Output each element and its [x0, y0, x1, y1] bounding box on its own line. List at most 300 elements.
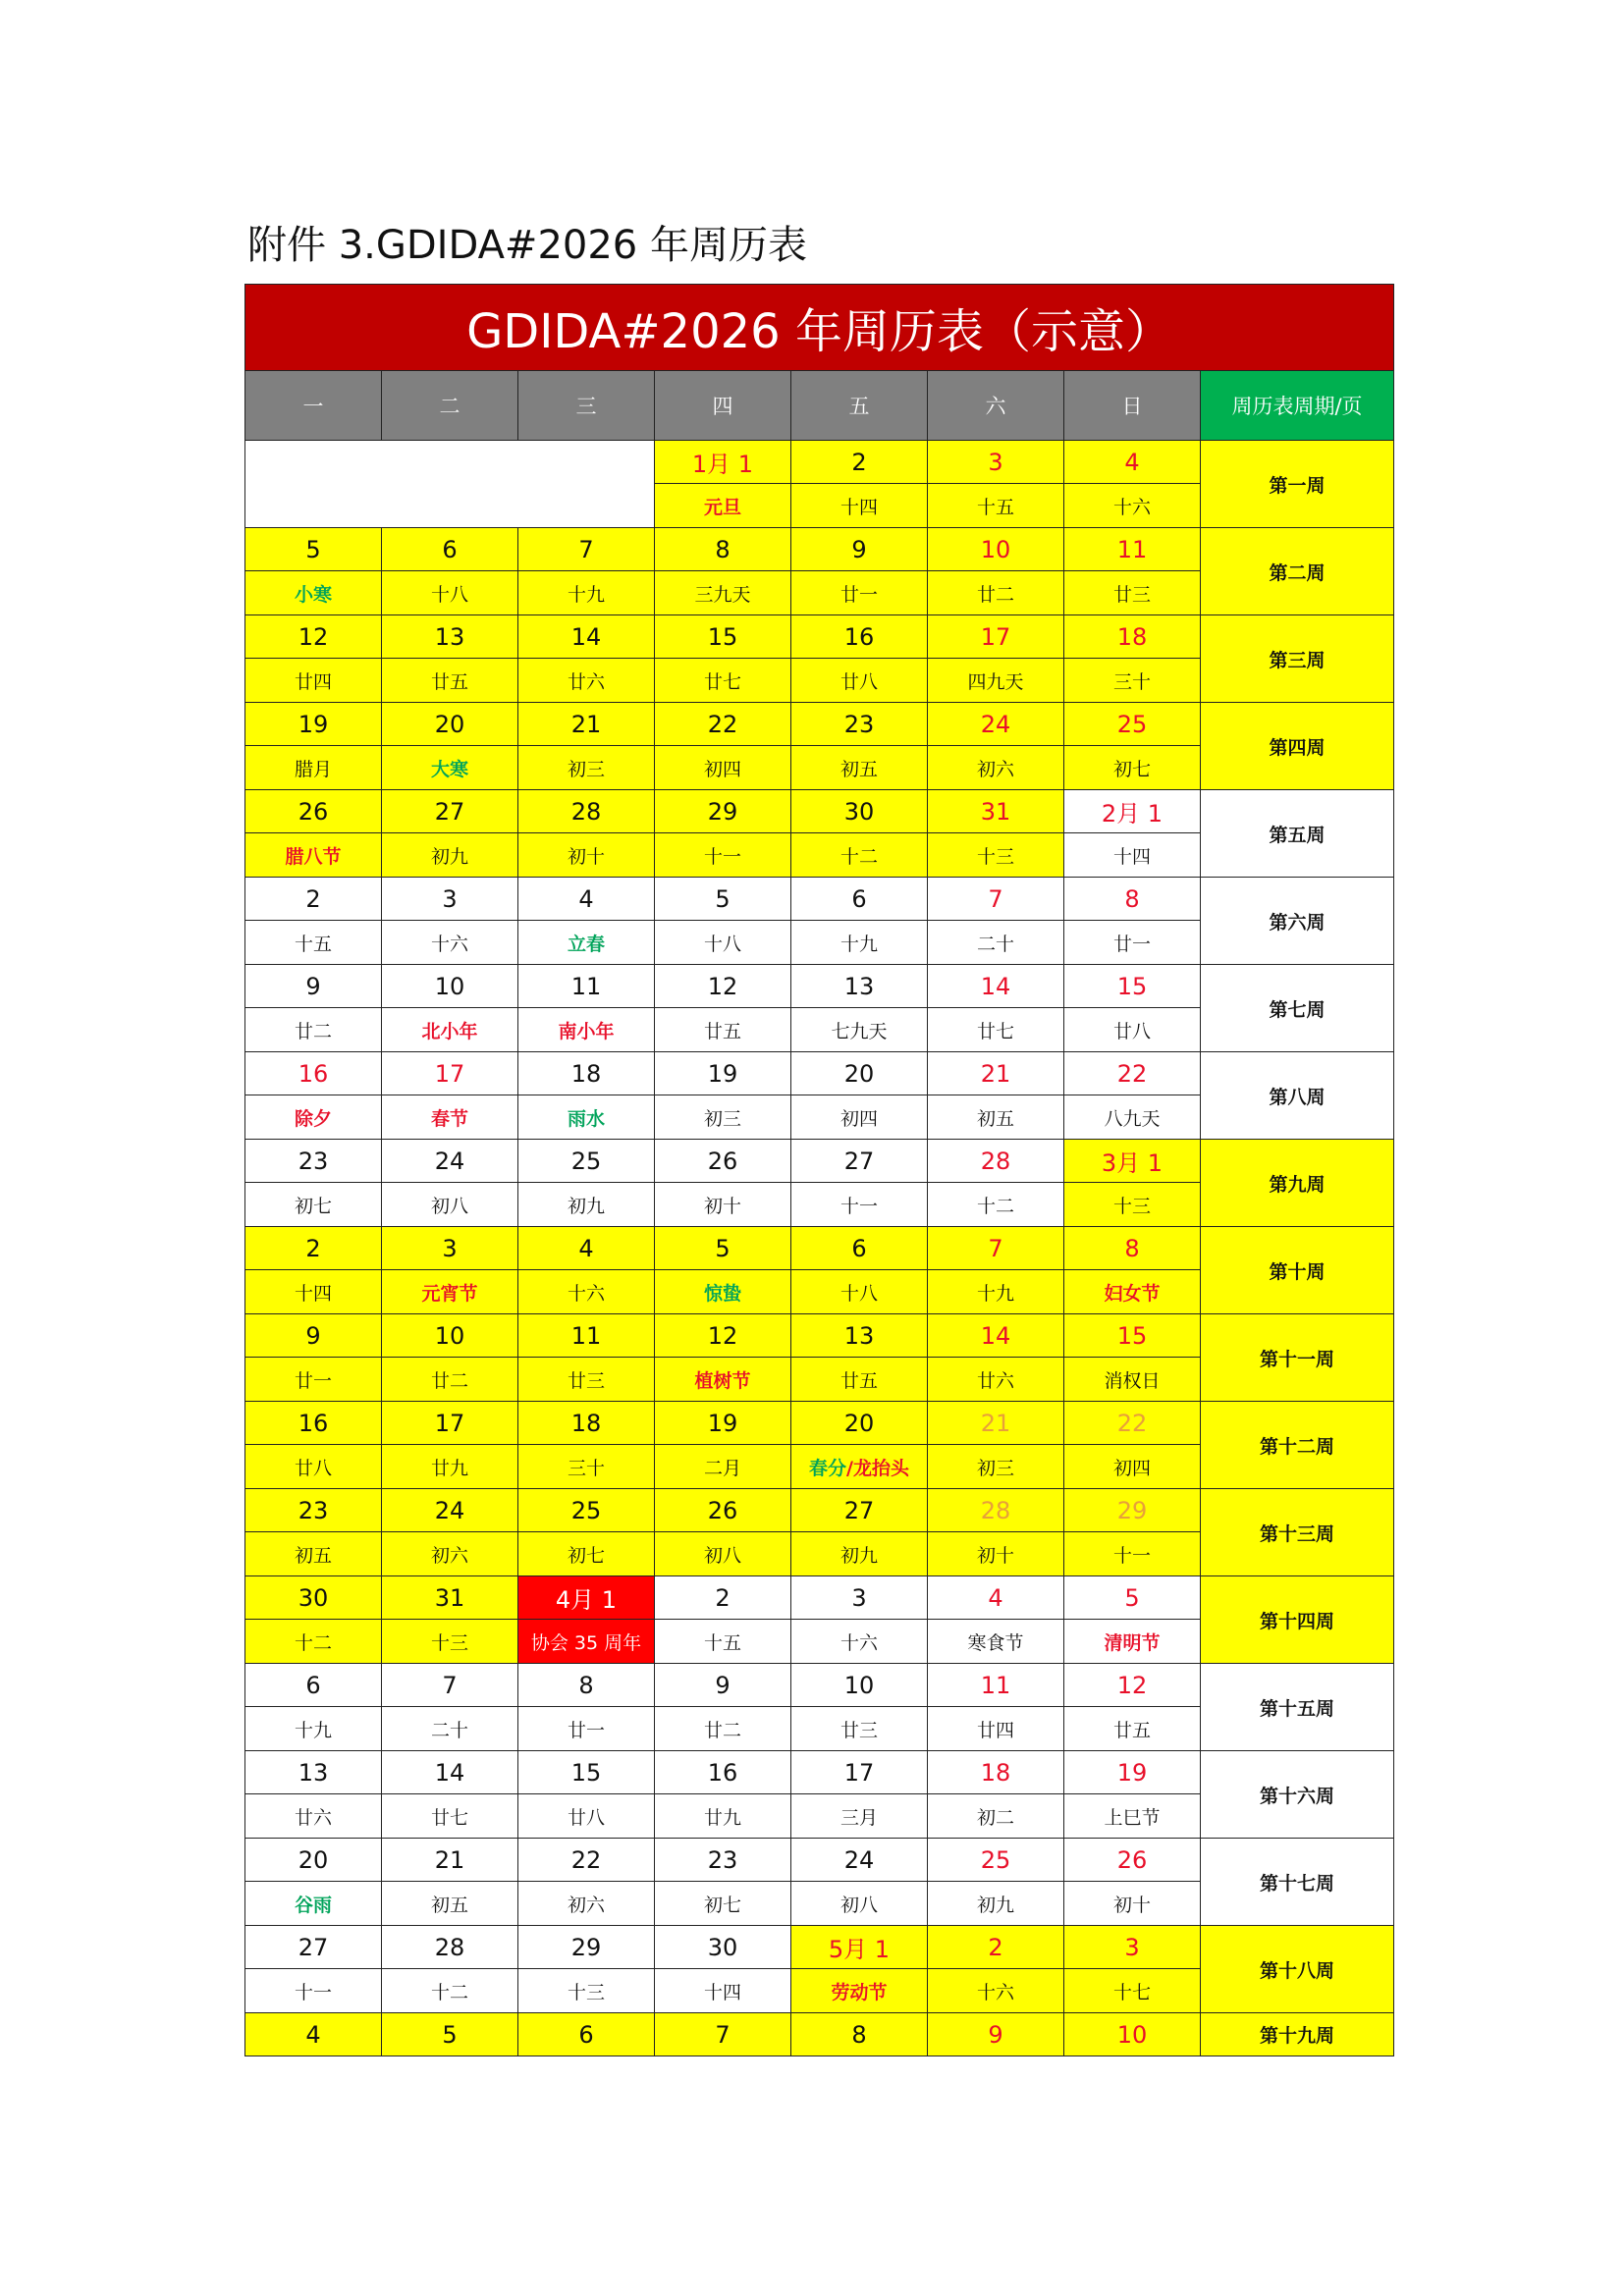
day-number: 31 [434, 1583, 465, 1612]
festival-label: 春分/龙抬头 [809, 1457, 909, 1479]
weekly-calendar-table [244, 284, 1394, 2056]
day-number: 16 [298, 1059, 329, 1088]
day-number: 7 [988, 1234, 1003, 1262]
festival-label: 妇女节 [1104, 1282, 1161, 1305]
week-label: 第十四周 [1260, 1610, 1335, 1632]
day-number: 4 [1124, 448, 1140, 476]
day-number-cell [382, 1751, 518, 1794]
lunar-date: 廿一 [294, 1369, 332, 1392]
festival-label: 南小年 [558, 1020, 615, 1042]
lunar-date-cell [791, 1794, 928, 1839]
lunar-date-cell [928, 1445, 1064, 1489]
lunar-date-cell [1064, 1358, 1201, 1402]
day-number: 15 [1116, 1321, 1148, 1350]
lunar-date-cell [791, 1358, 928, 1402]
day-number-cell [382, 1402, 518, 1445]
day-number-cell [518, 965, 655, 1008]
festival-label: 雨水 [567, 1107, 605, 1130]
day-number: 23 [298, 1496, 329, 1524]
day-number: 29 [570, 1933, 602, 1961]
day-number: 4 [578, 1234, 594, 1262]
day-number-cell [928, 1402, 1064, 1445]
lunar-date-cell [655, 1008, 791, 1052]
lunar-date: 廿二 [430, 1369, 468, 1392]
day-number: 5 [715, 884, 731, 913]
lunar-date-cell [518, 1794, 655, 1839]
day-number-cell [655, 1402, 791, 1445]
day-number-cell [1064, 1839, 1201, 1882]
lunar-date: 廿二 [294, 1020, 332, 1042]
day-number-cell [518, 1664, 655, 1707]
day-number-cell [245, 1314, 382, 1358]
lunar-date-cell [791, 1445, 928, 1489]
day-number: 25 [570, 1147, 602, 1175]
day-number-cell [518, 2013, 655, 2056]
week-label-cell [1201, 2013, 1394, 2056]
day-number: 27 [843, 1147, 875, 1175]
day-number: 14 [570, 622, 602, 651]
day-number-cell [518, 1576, 655, 1620]
day-number-cell [791, 615, 928, 659]
week-label-cell [1201, 615, 1394, 703]
day-number-cell [382, 528, 518, 571]
day-number-cell [245, 1489, 382, 1532]
day-number: 4 [578, 884, 594, 913]
day-number-cell [655, 1664, 791, 1707]
lunar-date: 十七 [1112, 1981, 1151, 2003]
lunar-date: 初五 [294, 1544, 332, 1567]
day-number-cell [245, 2013, 382, 2056]
day-number-cell [928, 1227, 1064, 1270]
week-label: 第十八周 [1260, 1959, 1335, 1982]
lunar-date-cell [382, 1183, 518, 1227]
day-number: 15 [1116, 972, 1148, 1000]
lunar-date: 初九 [567, 1195, 605, 1217]
day-number: 24 [843, 1845, 875, 1874]
day-number: 3 [1124, 1933, 1140, 1961]
day-number: 27 [843, 1496, 875, 1524]
day-number-cell [245, 1751, 382, 1794]
day-number: 14 [980, 972, 1011, 1000]
day-number: 23 [707, 1845, 738, 1874]
week-label-cell [1201, 528, 1394, 615]
lunar-date-cell [518, 746, 655, 790]
lunar-date: 初六 [430, 1544, 468, 1567]
day-number-cell [928, 1751, 1064, 1794]
day-number: 1月 1 [691, 451, 754, 478]
day-number-cell [382, 1227, 518, 1270]
lunar-date: 十六 [839, 1631, 878, 1654]
lunar-date: 上巳节 [1104, 1806, 1161, 1829]
lunar-date-cell [382, 1532, 518, 1576]
lunar-date-cell [655, 746, 791, 790]
day-number-cell [1064, 1402, 1201, 1445]
day-number-cell [245, 1926, 382, 1969]
day-number-cell [245, 1664, 382, 1707]
week-date-row [245, 1576, 1394, 1620]
lunar-date: 初六 [567, 1894, 605, 1916]
lunar-date: 廿一 [1112, 933, 1151, 955]
weekday-header-row [245, 371, 1394, 441]
week-date-row [245, 878, 1394, 921]
day-number-cell [382, 965, 518, 1008]
day-number: 28 [434, 1933, 465, 1961]
lunar-date: 二十 [430, 1719, 468, 1741]
lunar-date-cell [518, 833, 655, 878]
lunar-date-cell [1064, 833, 1201, 878]
day-number: 30 [298, 1583, 329, 1612]
lunar-date: 廿八 [1112, 1020, 1151, 1042]
lunar-date: 初七 [703, 1894, 741, 1916]
lunar-date-cell [791, 484, 928, 528]
day-number-cell [791, 2013, 928, 2056]
lunar-date-cell [655, 1882, 791, 1926]
week-label: 第十五周 [1260, 1697, 1335, 1720]
lunar-date: 廿五 [839, 1369, 878, 1392]
day-number: 6 [442, 535, 458, 563]
lunar-date-cell [928, 1008, 1064, 1052]
day-number-cell [928, 1926, 1064, 1969]
lunar-date-cell [245, 1183, 382, 1227]
day-number-cell [928, 1489, 1064, 1532]
lunar-date-cell [382, 1358, 518, 1402]
day-number: 2月 1 [1101, 800, 1164, 828]
day-number: 8 [578, 1671, 594, 1699]
lunar-date-cell [928, 1183, 1064, 1227]
lunar-date-cell [655, 1532, 791, 1576]
day-number-cell [655, 1576, 791, 1620]
lunar-date-cell [928, 1358, 1064, 1402]
day-number-cell [791, 1052, 928, 1095]
week-label: 第十周 [1269, 1260, 1326, 1283]
week-date-row [245, 1402, 1394, 1445]
day-number: 27 [434, 797, 465, 826]
day-number-cell [928, 615, 1064, 659]
day-number: 8 [715, 535, 731, 563]
week-label-cell [1201, 1402, 1394, 1489]
lunar-date: 消权日 [1104, 1369, 1161, 1392]
day-number: 10 [843, 1671, 875, 1699]
day-number-cell [928, 1839, 1064, 1882]
lunar-date-cell [928, 659, 1064, 703]
lunar-date-cell [382, 1969, 518, 2013]
day-number-cell [928, 528, 1064, 571]
lunar-date: 廿六 [294, 1806, 332, 1829]
day-number-cell [1064, 790, 1201, 833]
day-number-cell [245, 1576, 382, 1620]
day-number: 19 [707, 1059, 738, 1088]
day-number-cell [1064, 965, 1201, 1008]
lunar-date-cell [1064, 921, 1201, 965]
week-label: 第十二周 [1260, 1435, 1335, 1458]
day-number: 9 [715, 1671, 731, 1699]
lunar-date-cell [518, 571, 655, 615]
day-number: 20 [434, 710, 465, 738]
lunar-date-cell [1064, 484, 1201, 528]
week-date-row [245, 965, 1394, 1008]
day-number: 3 [442, 884, 458, 913]
day-number: 13 [843, 972, 875, 1000]
lunar-date-cell [928, 1882, 1064, 1926]
lunar-date-cell [1064, 1270, 1201, 1314]
day-number: 2 [305, 1234, 321, 1262]
day-number: 26 [707, 1147, 738, 1175]
day-number-cell [1064, 1314, 1201, 1358]
week-label-cell [1201, 1489, 1394, 1576]
lunar-date: 廿七 [703, 670, 741, 693]
day-number-cell [655, 1140, 791, 1183]
lunar-date-cell [928, 571, 1064, 615]
day-number-cell [655, 1052, 791, 1095]
lunar-date-cell [518, 1969, 655, 2013]
week-label: 第九周 [1269, 1173, 1326, 1196]
lunar-date-cell [1064, 571, 1201, 615]
lunar-date-cell [655, 833, 791, 878]
day-number: 10 [434, 972, 465, 1000]
lunar-date-cell [791, 1969, 928, 2013]
week-date-row [245, 1227, 1394, 1270]
day-number-cell [928, 1314, 1064, 1358]
day-number: 5 [442, 2020, 458, 2049]
lunar-date-cell [655, 1183, 791, 1227]
day-number-cell [655, 441, 791, 484]
day-number: 4 [988, 1583, 1003, 1612]
day-number: 8 [1124, 1234, 1140, 1262]
day-number-cell [382, 1576, 518, 1620]
lunar-date-cell [518, 1532, 655, 1576]
day-number-cell [382, 703, 518, 746]
lunar-date: 廿五 [1112, 1719, 1151, 1741]
week-date-row [245, 1489, 1394, 1532]
lunar-date-cell [518, 1882, 655, 1926]
lunar-date-cell [655, 1358, 791, 1402]
day-number-cell [655, 790, 791, 833]
day-number: 16 [707, 1758, 738, 1787]
day-number-cell [518, 790, 655, 833]
week-label: 第二周 [1269, 561, 1326, 584]
day-number: 25 [570, 1496, 602, 1524]
day-number: 5 [305, 535, 321, 563]
lunar-date: 十一 [294, 1981, 332, 2003]
festival-label: 大寒 [430, 758, 468, 780]
week-label: 第一周 [1269, 474, 1326, 497]
day-number: 24 [434, 1147, 465, 1175]
lunar-date-cell [245, 1358, 382, 1402]
lunar-date: 十六 [1112, 496, 1151, 518]
lunar-date: 三十 [567, 1457, 605, 1479]
day-number-cell [791, 1140, 928, 1183]
day-number: 11 [570, 1321, 602, 1350]
day-number-cell [382, 1489, 518, 1532]
week-date-row [245, 2013, 1394, 2056]
lunar-date: 初七 [567, 1544, 605, 1567]
lunar-date-cell [791, 1270, 928, 1314]
festival-label: 小寒 [294, 583, 332, 606]
day-number: 6 [578, 2020, 594, 2049]
weekday-header: 一 [245, 371, 382, 441]
lunar-date: 三十 [1112, 670, 1151, 693]
day-number: 8 [851, 2020, 867, 2049]
day-number-cell [655, 528, 791, 571]
day-number: 22 [1116, 1059, 1148, 1088]
day-number-cell [382, 1664, 518, 1707]
lunar-date-cell [655, 571, 791, 615]
lunar-date: 初十 [703, 1195, 741, 1217]
day-number-cell [655, 2013, 791, 2056]
lunar-date: 十五 [294, 933, 332, 955]
lunar-date: 廿三 [839, 1719, 878, 1741]
week-label: 第十一周 [1260, 1348, 1335, 1370]
lunar-date: 廿一 [567, 1719, 605, 1741]
lunar-date: 十二 [294, 1631, 332, 1654]
day-number: 13 [843, 1321, 875, 1350]
lunar-date-cell [518, 1620, 655, 1664]
day-number-cell [382, 1140, 518, 1183]
day-number-cell [1064, 528, 1201, 571]
lunar-date: 十六 [976, 1981, 1014, 2003]
day-number: 9 [305, 972, 321, 1000]
festival-label: 植树节 [694, 1369, 751, 1392]
day-number: 15 [570, 1758, 602, 1787]
lunar-date-cell [382, 1882, 518, 1926]
day-number-cell [382, 1926, 518, 1969]
day-number: 29 [707, 797, 738, 826]
lunar-date-cell [1064, 1969, 1201, 2013]
lunar-date: 十六 [430, 933, 468, 955]
document-heading: 附件 3.GDIDA#2026 年周历表 [247, 223, 807, 268]
lunar-date-cell [518, 659, 655, 703]
lunar-date: 初五 [839, 758, 878, 780]
lunar-date-cell [1064, 1183, 1201, 1227]
week-label-cell [1201, 1751, 1394, 1839]
week-label: 第五周 [1269, 824, 1326, 846]
lunar-date-cell [791, 1008, 928, 1052]
lunar-date: 十九 [839, 933, 878, 955]
day-number: 7 [578, 535, 594, 563]
day-number-cell [655, 703, 791, 746]
lunar-date: 廿二 [703, 1719, 741, 1741]
lunar-date-cell [928, 746, 1064, 790]
day-number-cell [518, 528, 655, 571]
day-number: 19 [707, 1409, 738, 1437]
lunar-date: 廿八 [839, 670, 878, 693]
day-number: 10 [1116, 2020, 1148, 2049]
lunar-date: 十九 [294, 1719, 332, 1741]
day-number: 18 [570, 1409, 602, 1437]
day-number-cell [791, 1314, 928, 1358]
lunar-date-cell [928, 1532, 1064, 1576]
day-number: 21 [434, 1845, 465, 1874]
day-number-cell [1064, 1751, 1201, 1794]
festival-label: 谷雨 [294, 1894, 332, 1916]
lunar-date: 十八 [430, 583, 468, 606]
day-number: 18 [1116, 622, 1148, 651]
day-number: 12 [707, 1321, 738, 1350]
lunar-date: 廿四 [294, 670, 332, 693]
week-date-row [245, 528, 1394, 571]
lunar-date-cell [928, 921, 1064, 965]
day-number-cell [1064, 1576, 1201, 1620]
week-label-cell [1201, 1052, 1394, 1140]
day-number-cell [245, 878, 382, 921]
day-number: 28 [980, 1147, 1011, 1175]
lunar-date: 初九 [430, 845, 468, 868]
lunar-date-cell [791, 1532, 928, 1576]
lunar-date: 十八 [703, 933, 741, 955]
lunar-date: 廿四 [976, 1719, 1014, 1741]
lunar-date-cell [655, 1620, 791, 1664]
lunar-date: 二月 [703, 1457, 741, 1479]
week-date-row [245, 1140, 1394, 1183]
festival-label: 劳动节 [831, 1981, 888, 2003]
lunar-date: 廿九 [430, 1457, 468, 1479]
lunar-date: 十一 [1112, 1544, 1151, 1567]
weekday-header: 二 [382, 371, 518, 441]
day-number-cell [518, 615, 655, 659]
day-number-cell [791, 441, 928, 484]
lunar-date: 初八 [839, 1894, 878, 1916]
day-number: 16 [843, 622, 875, 651]
lunar-date-cell [245, 571, 382, 615]
day-number-cell [382, 1839, 518, 1882]
lunar-date-cell [928, 1794, 1064, 1839]
week-label-cell [1201, 790, 1394, 878]
lunar-date-cell [655, 1270, 791, 1314]
lunar-date: 协会 35 周年 [530, 1631, 642, 1654]
week-label: 第十六周 [1260, 1785, 1335, 1807]
festival-label: 北小年 [421, 1020, 478, 1042]
lunar-date-cell [791, 833, 928, 878]
lunar-date: 十二 [976, 1195, 1014, 1217]
lunar-date-cell [382, 571, 518, 615]
lunar-date-cell [655, 1707, 791, 1751]
day-number: 5 [715, 1234, 731, 1262]
day-number: 9 [988, 2020, 1003, 2049]
lunar-date: 初五 [430, 1894, 468, 1916]
week-date-row [245, 703, 1394, 746]
lunar-date-cell [518, 1008, 655, 1052]
lunar-date: 十三 [1112, 1195, 1151, 1217]
day-number-cell [791, 1926, 928, 1969]
day-number-cell [245, 1140, 382, 1183]
day-number-cell [1064, 1227, 1201, 1270]
lunar-date: 十一 [703, 845, 741, 868]
day-number: 7 [988, 884, 1003, 913]
day-number: 31 [980, 797, 1011, 826]
lunar-date: 十五 [976, 496, 1014, 518]
day-number-cell [928, 965, 1064, 1008]
day-number: 2 [305, 884, 321, 913]
lunar-date-cell [1064, 1620, 1201, 1664]
week-label: 第六周 [1269, 911, 1326, 934]
week-label-cell [1201, 1576, 1394, 1664]
day-number: 19 [298, 710, 329, 738]
day-number: 17 [843, 1758, 875, 1787]
lunar-date: 初九 [839, 1544, 878, 1567]
day-number: 5月 1 [828, 1936, 891, 1963]
lunar-date: 十三 [567, 1981, 605, 2003]
day-number-cell [655, 965, 791, 1008]
festival-label: 元旦 [703, 496, 741, 518]
day-number: 23 [298, 1147, 329, 1175]
lunar-date-cell [1064, 1882, 1201, 1926]
week-date-row [245, 441, 1394, 484]
lunar-date-cell [791, 746, 928, 790]
lunar-date-cell [382, 833, 518, 878]
day-number-cell [1064, 1926, 1201, 1969]
lunar-date: 廿五 [703, 1020, 741, 1042]
day-number: 5 [1124, 1583, 1140, 1612]
